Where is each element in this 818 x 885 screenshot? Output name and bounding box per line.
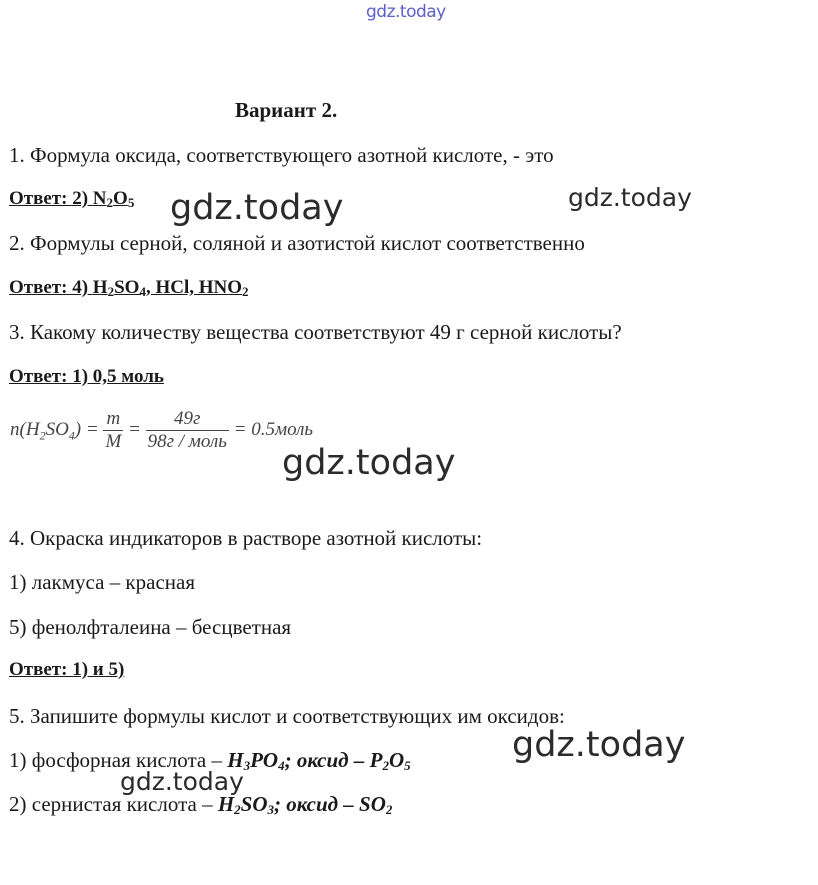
question-4-option-1: 1) лакмуса – красная [9, 570, 195, 594]
fraction-m-over-M: $\frac{m}{M}$ [105, 408, 122, 452]
answer-3: Ответ: 1) 0,5 моль [9, 366, 164, 387]
question-1: 1. Формула оксида, соответствующего азотной кислоте, - это [9, 143, 554, 167]
item-2-formula: $H_2SO_3$; оксид – $SO_2$ [217, 792, 393, 817]
question-4: 4. Окраска индикаторов в растворе азотной кислоты: [9, 526, 483, 550]
watermark-5: gdz.today [120, 767, 244, 796]
question-5-item-1: 1) фосфорная кислота – $H_3PO_4$; оксид – $P_2O_5$ [9, 748, 411, 773]
watermark-1: gdz.today [170, 188, 344, 228]
question-2: 2. Формулы серной, соляной и азотистой кислот соответственно [9, 231, 585, 255]
answer-2-formula: $H_2SO_4$, HCl, $HNO_2$ [92, 277, 249, 299]
fraction-mass-over-molar: $\frac{49г}{\text{98г / моль}}$ [147, 408, 227, 452]
question-5-item-2: 2) сернистая кислота – $H_2SO_3$; оксид – $SO_2$ [9, 792, 393, 817]
watermark-top: gdz.today [366, 2, 446, 22]
question-3: 3. Какому количеству вещества соответствуют 49 г серной кислоты? [9, 320, 622, 344]
answer-1-prefix: Ответ: 2) [9, 188, 93, 209]
answer-1 [9, 188, 134, 211]
answer-4: Ответ: 1) и 5) [9, 659, 125, 680]
calculation-formula: $n(H_2SO_4)$ = $\frac{m}{M}$ = $\frac{49г}{\text{98г / моль}}$ = 0.5моль [10, 408, 314, 452]
question-4-option-2: 5) фенолфталеина – бесцветная [9, 615, 292, 639]
item-1-formula: $H_3PO_4$; оксид – $P_2O_5$ [227, 748, 411, 773]
page-title: Вариант 2. [235, 98, 338, 122]
watermark-3: gdz.today [282, 443, 456, 483]
watermark-2: gdz.today [568, 183, 692, 212]
answer-1-formula: $N_2O_5$ [92, 188, 135, 210]
answer-2-prefix: Ответ: 4) [9, 277, 93, 298]
answer-2 [9, 277, 249, 300]
watermark-4: gdz.today [512, 725, 686, 765]
question-5: 5. Запишите формулы кислот и соответствующих им оксидов: [9, 704, 565, 728]
